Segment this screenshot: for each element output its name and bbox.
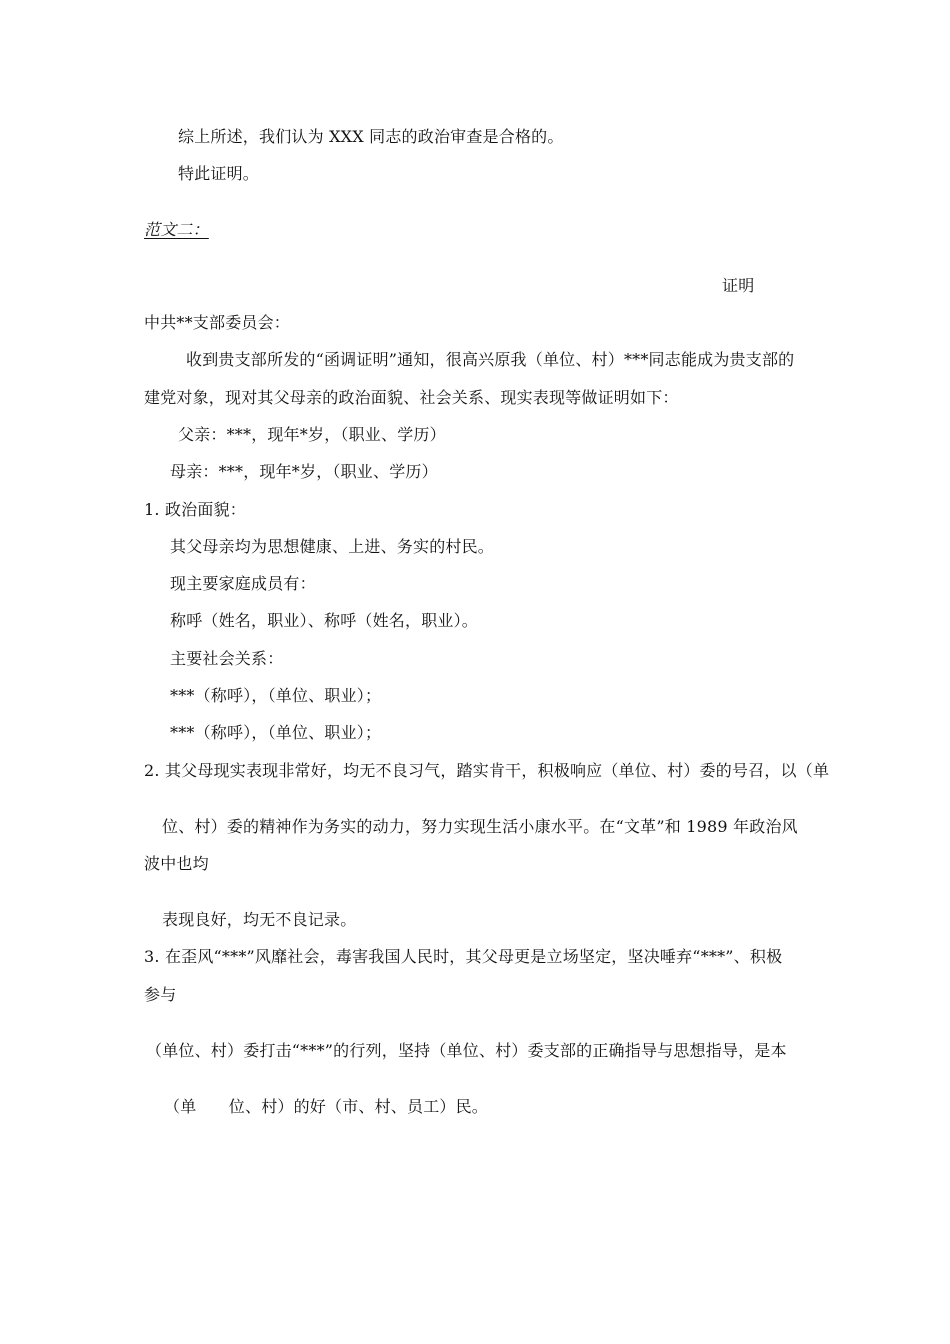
intro-paragraph-line-2: 建党对象，现对其父母亲的政治面貌、社会关系、现实表现等做证明如下：: [144, 388, 679, 407]
item2-line: 2. 其父母现实表现非常好，均无不良习气，踏实肯干，积极响应（单位、村）委的号召，以（单: [144, 761, 830, 780]
addressee: 中共**支部委员会：: [144, 313, 291, 332]
item2-line: 位、村）委的精神作为务实的动力，努力实现生活小康水平。在“文革”和 1989 年政治风: [162, 817, 798, 836]
item2-line: 波中也均: [144, 854, 209, 873]
item2-line: 表现良好，均无不良记录。: [162, 910, 357, 929]
intro-paragraph-line-1: 收到贵支部所发的“函调证明”通知，很高兴原我（单位、村）***同志能成为贵支部的: [186, 350, 795, 369]
item3-line: （单 位、村）的好（市、村、员工）民。: [164, 1097, 489, 1116]
closing-line: 特此证明。: [178, 164, 260, 183]
father-line: 父亲：***，现年*岁，（职业、学历）: [178, 425, 446, 444]
item1-line: 称呼（姓名，职业）、称呼（姓名，职业）。: [170, 611, 479, 630]
item1-line: 主要社会关系：: [170, 649, 284, 668]
certificate-title: 证明: [722, 276, 755, 295]
mother-line: 母亲：***，现年*岁，（职业、学历）: [170, 462, 438, 481]
section-heading: 范文二：: [144, 220, 209, 239]
conclusion-line: 综上所述，我们认为 XXX 同志的政治审查是合格的。: [178, 127, 564, 146]
item3-line: 参与: [144, 985, 177, 1004]
item1-line: 其父母亲均为思想健康、上进、务实的村民。: [170, 537, 495, 556]
item1-line: ***（称呼），（单位、职业）；: [170, 686, 382, 705]
item3-line: 3. 在歪风“***”风靡社会，毒害我国人民时，其父母更是立场坚定，坚决唾弃“***”、积极: [144, 947, 783, 966]
item1-line: ***（称呼），（单位、职业）；: [170, 723, 382, 742]
item1-line: 现主要家庭成员有：: [170, 574, 316, 593]
item3-line: （单位、村）委打击“***”的行列，坚持（单位、村）委支部的正确指导与思想指导，是本: [146, 1041, 787, 1060]
item1-heading: 1. 政治面貌：: [144, 500, 246, 519]
